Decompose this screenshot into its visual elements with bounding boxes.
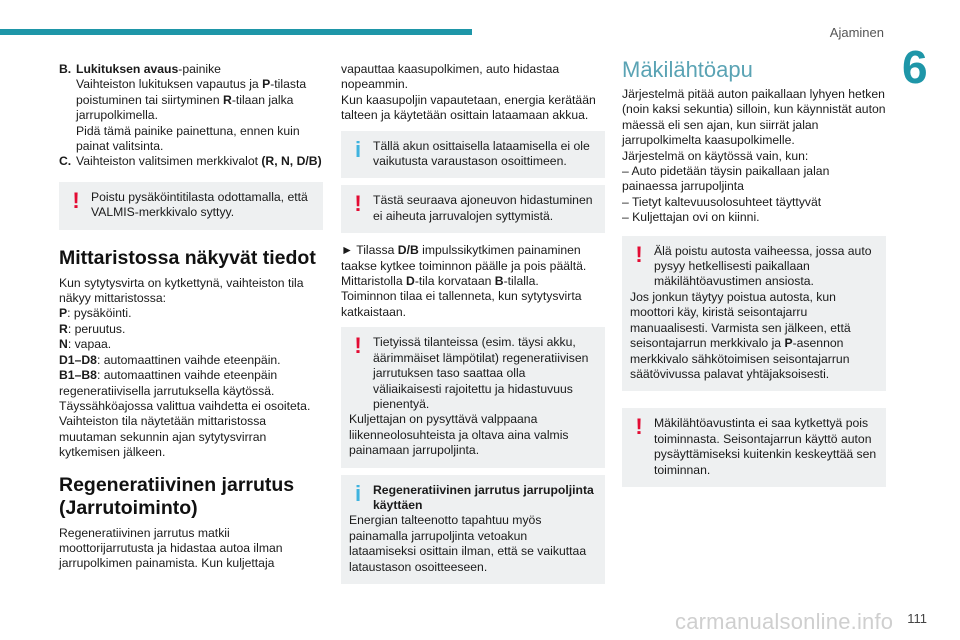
section-title: Ajaminen <box>829 25 884 40</box>
warning-exclamation-icon: ! <box>635 414 643 440</box>
heading-dashboard: Mittaristossa näkyvät tiedot <box>59 246 316 269</box>
watermark: carmanualsonline.info <box>675 609 894 634</box>
column-1: B. Lukituksen avaus-painike Vaihteiston lukituksen vapautus ja P-tilasta poistuminen tai siirtyminen R-tilaan jalka jarrupolkimella. Pidä tämä painike painettuna, ennen kuin painat valitsinta. C. Vaihteiston valitsimen merkkivalot (R, N, D/B) ! Poistu pysäköintitilasta odottamalla, että VALMIS-merkkivalo syttyy. Mittaristossa näkyvät tiedot Kun sytytysvirta on kytkettynä, vaihteiston tila näkyy mittaristossa: P: pysäköinti. R: peruutus. N: vapaa. D1–D8: automaattinen vaihde eteenpäin. B1–B8: automaattinen vaihde eteenpäin regeneratiivisella jarrutuksella käytössä. Täyssähköajossa valittua vaihdetta ei osoiteta. Vaihteiston tila näytetään mittaristossa muutaman sekunnin ajan sytytysvirran kytkemisen jälkeen. Regeneratiivinen jarrutus (Jarrutoiminto) Regeneratiivinen jarrutus matkii moottorijarrutusta ja hidastaa autoa ilman jarrupolkimen painamista. Kun kuljettaja <box>59 62 322 571</box>
warning-box: ! Mäkilähtöavustinta ei saa kytkettyä pois toiminnasta. Seisontajarrun käyttö auton pysäyttämiseksi kuitenkin keskeyttää sen toiminnan. <box>622 408 886 487</box>
heading-regenerative-braking: Regeneratiivinen jarrutus (Jarrutoiminto) <box>59 473 295 519</box>
heading-hill-start-assist: Mäkilähtöapu <box>622 57 753 82</box>
list-item-c: C. Vaihteiston valitsimen merkkivalot (R, N, D/B) <box>59 154 322 169</box>
warning-box: ! Tietyissä tilanteissa (esim. täysi akku, äärimmäiset lämpötilat) regeneratiivisen jarrutuksen taso saattaa olla väliaikaisesti rajoitettu ja hidastuvuus pienentyä. Kuljettajan on pysyttävä valppaana liikenneolosuhteista ja oltava aina valmis painamaan jarrupoljinta. <box>341 327 605 467</box>
header-accent-bar <box>0 29 472 35</box>
warning-exclamation-icon: ! <box>354 191 362 217</box>
list-item-b: B. Lukituksen avaus-painike Vaihteiston lukituksen vapautus ja P-tilasta poistuminen tai siirtyminen R-tilaan jalka jarrupolkimella. Pidä tämä painike painettuna, ennen kuin painat valitsinta. <box>59 62 307 154</box>
page-number: 111 <box>907 611 927 626</box>
info-icon: i <box>354 480 362 506</box>
warning-box: ! Poistu pysäköintitilasta odottamalla, että VALMIS-merkkivalo syttyy. <box>59 182 323 230</box>
info-icon: i <box>354 136 362 162</box>
warning-box: ! Tästä seuraava ajoneuvon hidastuminen ei aiheuta jarruvalojen syttymistä. <box>341 185 605 233</box>
chapter-number: 6 <box>902 41 928 93</box>
warning-exclamation-icon: ! <box>354 333 362 359</box>
info-box: i Regeneratiivinen jarrutus jarrupoljinta käyttäen Energian talteenotto tapahtuu myös painamalla jarrupoljinta vetoakun lataamiseksi osittain ilman, että se vaikuttaa lataustason osoitteeseen. <box>341 475 605 584</box>
warning-exclamation-icon: ! <box>635 241 643 267</box>
warning-box: ! Älä poistu autosta vaiheessa, jossa auto pysyy hetkellisesti paikallaan mäkilähtöavustimen ansiosta. Jos jonkun täytyy poistua autosta, kun moottori käy, kiristä seisontajarru manuaalisesti. Varmista sen jälkeen, että seisontajarrun merkkivalo ja P-asennon merkkivalo sähkötoimisen seisontajarrun säätövivussa palavat yhtäjaksoisesti. <box>622 236 886 392</box>
info-box: i Tällä akun osittaisella lataamisella ei ole vaikutusta varaustason osoittimeen. <box>341 131 605 179</box>
warning-exclamation-icon: ! <box>72 187 80 213</box>
column-2: vapauttaa kaasupolkimen, auto hidastaa nopeammin. Kun kaasupoljin vapautetaan, energia kerätään talteen ja käytetään osittain lataamaan akkua. i Tällä akun osittaisella lataamisella ei ole vaikutusta varaustason osoittimeen. ! Tästä seuraava ajoneuvon hidastuminen ei aiheuta jarruvalojen syttymistä. ► Tilassa D/B impulssikytkimen painaminen taakse kytkee toiminnon päälle ja pois päältä. Mittaristolla D-tila korvataan B-tilalla. Toiminnon tilaa ei tallenneta, kun sytytysvirta katkaistaan. ! Tietyissä tilanteissa (esim. täysi akku, äärimmäiset lämpötilat) regeneratiivisen jarrutuksen taso saattaa olla väliaikaisesti rajoitettu ja hidastuvuus pienentyä. Kuljettajan on pysyttävä valppaana liikenneolosuhteista ja oltava aina valmis painamaan jarrupoljinta. i Regeneratiivinen jarrutus jarrupoljinta käyttäen Energian talteenotto tapahtuu myös painamalla jarrupoljinta vetoakun lataamiseksi osittain ilman, että se vaikuttaa lataustason osoitteeseen. <box>341 62 605 591</box>
column-3: Mäkilähtöapu Järjestelmä pitää auton paikallaan lyhyen hetken (noin kaksi sekuntia) silloin, kun käynnistät auton mäessä eli sen ajan, kun siirrät jalan jarrupolkimelta kaasupolkimelle. Järjestelmä on käytössä vain, kun: – Auto pidetään täysin paikallaan jalan painaessa jarrupoljinta – Tietyt kaltevuusolosuhteet täyttyvät – Kuljettajan ovi on kiinni. ! Älä poistu autosta vaiheessa, jossa auto pysyy hetkellisesti paikallaan mäkilähtöavustimen ansiosta. Jos jonkun täytyy poistua autosta, kun moottori käy, kiristä seisontajarru manuaalisesti. Varmista sen jälkeen, että seisontajarrun merkkivalo ja P-asennon merkkivalo sähkötoimisen seisontajarrun säätövivussa palavat yhtäjaksoisesti. ! Mäkilähtöavustinta ei saa kytkettyä pois toiminnasta. Seisontajarrun käyttö auton pysäyttämiseksi kuitenkin keskeyttää sen toiminnan. <box>622 62 886 494</box>
